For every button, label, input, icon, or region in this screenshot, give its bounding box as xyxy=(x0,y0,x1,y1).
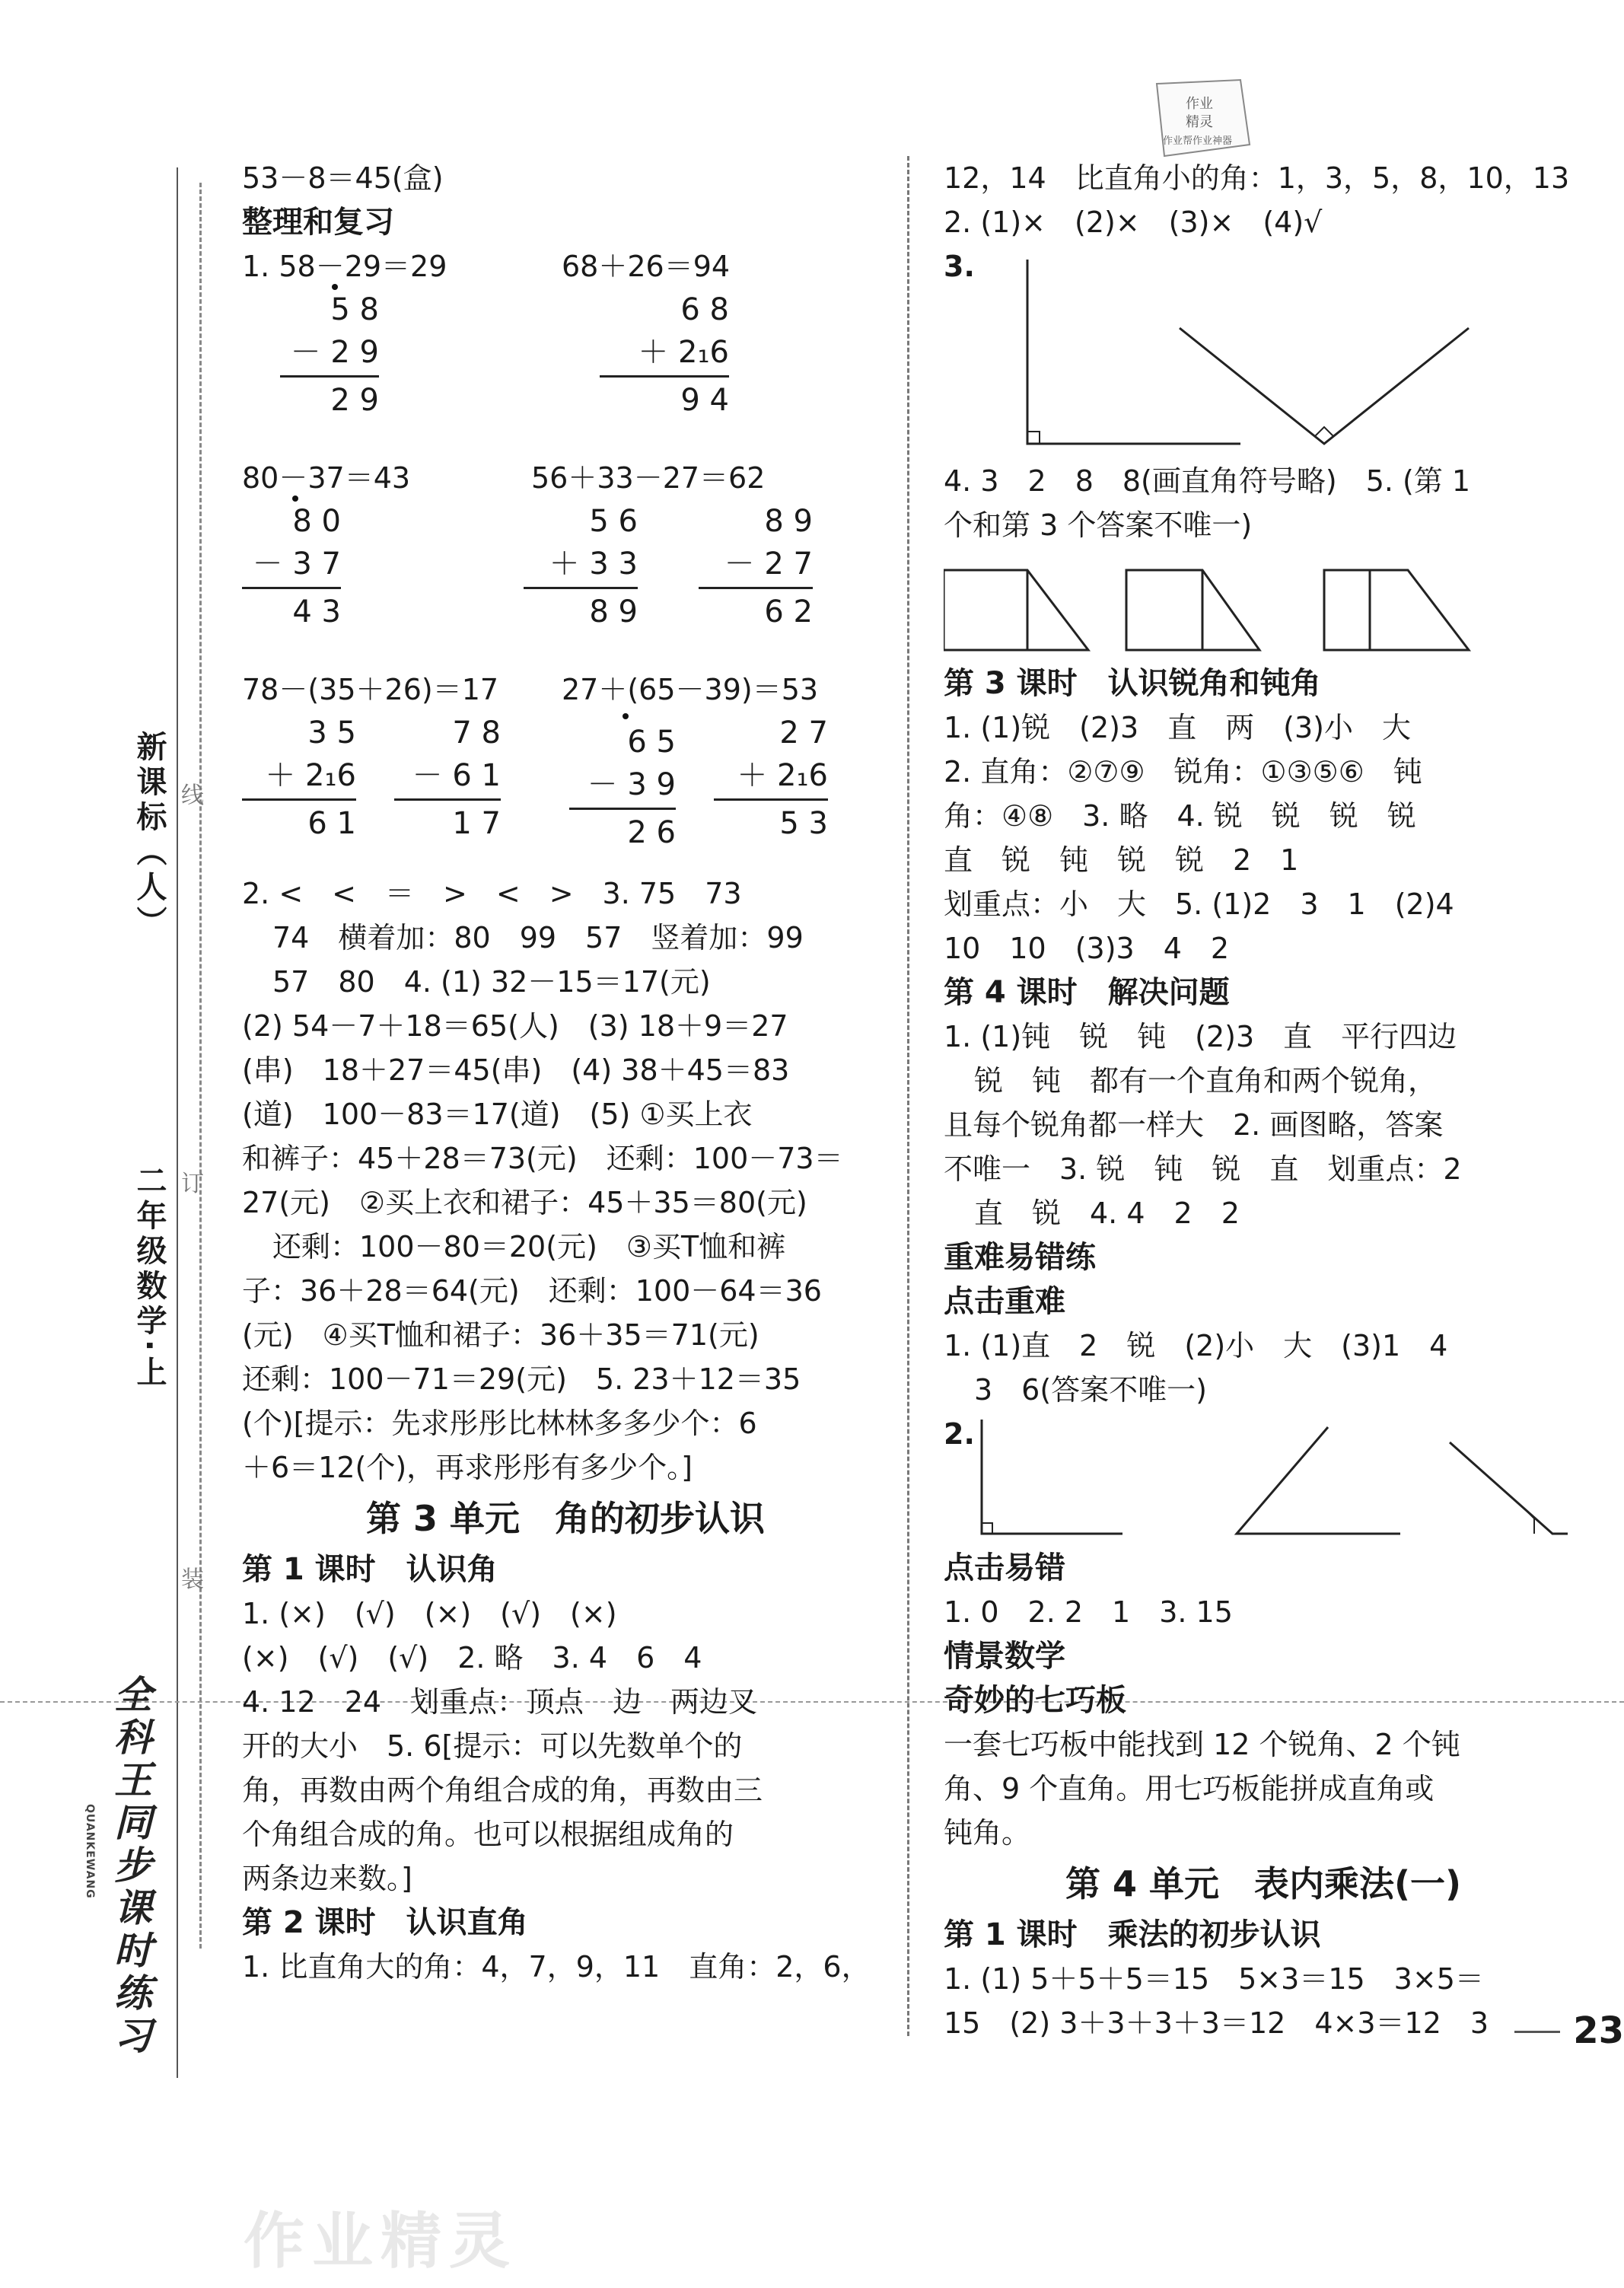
calc-result: 2 6 xyxy=(627,815,676,850)
equation-row xyxy=(242,668,889,712)
calc-rule xyxy=(714,798,828,801)
text-line: 57 80 4. (1) 32－15＝17(元) xyxy=(272,965,711,999)
calc-top: 8 0 xyxy=(292,504,341,539)
figure-angles xyxy=(944,1412,1583,1546)
text-line: 4. 12 24 划重点：顶点 边 两边叉 xyxy=(242,1685,758,1719)
vertical-calc xyxy=(714,712,828,845)
text-line: (×) (√) (√) 2. 略 3. 4 6 4 xyxy=(242,1641,702,1675)
text-line: 且每个锐角都一样大 2. 画图略，答案 xyxy=(944,1108,1444,1142)
calc-result: 4 3 xyxy=(292,594,341,629)
spine xyxy=(0,0,228,2288)
calc-mid: － 2 7 xyxy=(724,547,813,582)
vertical-calc xyxy=(600,288,729,422)
section-heading: 重难易错练 xyxy=(944,1240,1096,1275)
text-line: (元) ④买T恤和裙子：36＋35＝71(元) xyxy=(242,1318,759,1352)
text-line: ＋6＝12(个)，再求彤彤有多少个。] xyxy=(242,1451,693,1484)
question-number: 3. xyxy=(944,250,975,283)
vertical-calc xyxy=(280,288,379,422)
text-line: 2. < < ＝ > < > 3. 75 73 xyxy=(242,877,742,910)
text-line: 钝角。 xyxy=(944,1816,1031,1850)
text-line: 1. (1)锐 (2)3 直 两 (3)小 大 xyxy=(944,711,1411,744)
calc-top: 5 8 xyxy=(330,292,379,327)
trapezoid-drawings xyxy=(944,547,1568,661)
text-line: 角，再数由两个角组合成的角，再数由三 xyxy=(242,1773,763,1807)
text-line: 1. (×) (√) (×) (√) (×) xyxy=(242,1597,617,1630)
text-line: 锐 钝 都有一个直角和两个锐角， xyxy=(974,1064,1438,1098)
text-line: 1. (1)钝 锐 钝 (2)3 直 平行四边 xyxy=(944,1020,1457,1053)
column-divider xyxy=(907,156,909,2036)
figure-right-angles xyxy=(944,244,1583,459)
borrow-dot xyxy=(623,713,629,719)
stamp-line1: 作业 xyxy=(1186,96,1213,112)
calc-result: 9 4 xyxy=(680,383,729,418)
calc-rule xyxy=(394,798,501,801)
section-heading: 情景数学 xyxy=(944,1639,1065,1674)
calc-top: 3 5 xyxy=(307,715,356,750)
figure-trapezoids xyxy=(944,547,1583,661)
vertical-calc xyxy=(699,500,813,633)
calc-rule xyxy=(242,798,356,801)
text-line: 还剩：100－71＝29(元) 5. 23＋12＝35 xyxy=(242,1362,801,1396)
calc-result: 6 2 xyxy=(764,594,813,629)
text-line: 一套七巧板中能找到 12 个锐角、2 个钝 xyxy=(944,1728,1460,1761)
series-logo: 全科王同步课时练习 xyxy=(108,1675,152,2058)
vertical-calc xyxy=(569,721,676,854)
calc-result: 6 1 xyxy=(307,806,356,841)
text-line: 不唯一 3. 锐 钝 锐 直 划重点：2 xyxy=(944,1152,1462,1186)
vertical-calc xyxy=(524,500,638,633)
text-line: 15 (2) 3＋3＋3＋3＝12 4×3＝12 3 xyxy=(944,2006,1489,2040)
binding-dashed-line xyxy=(199,183,202,1949)
text-line: 还剩：100－80＝20(元) ③买T恤和裤 xyxy=(272,1230,786,1263)
text-line: 和裤子：45＋28＝73(元) 还剩：100－73＝ xyxy=(242,1142,843,1175)
text-line: 1. 比直角大的角：4，7，9，11 直角：2，6， xyxy=(242,1950,871,1984)
calc-mid: － 3 9 xyxy=(587,767,676,802)
unit-heading: 第 3 单元 角的初步认识 xyxy=(365,1498,766,1539)
text-line: 3 6(答案不唯一) xyxy=(974,1373,1208,1407)
calc-top: 7 8 xyxy=(452,715,501,750)
angle-drawings xyxy=(944,1412,1568,1546)
calc-top: 5 6 xyxy=(589,504,638,539)
calc-rule xyxy=(569,808,676,810)
text-line: 个和第 3 个答案不唯一) xyxy=(944,508,1253,542)
watermark-stamp xyxy=(1149,76,1256,167)
cut-mark-1: 线 xyxy=(181,782,204,809)
equation: 1. 58－29＝29 xyxy=(242,250,447,283)
vertical-calc-row xyxy=(242,712,889,872)
vertical-calc xyxy=(394,712,501,845)
calc-mid: － 3 7 xyxy=(252,547,341,582)
right-column xyxy=(944,156,1583,2045)
calc-mid: － 6 1 xyxy=(412,758,501,793)
left-column xyxy=(242,156,889,1989)
text-line: 子：36＋28＝64(元) 还剩：100－64＝36 xyxy=(242,1274,822,1308)
calc-mid: ＋ 2₁6 xyxy=(265,758,356,793)
text-line: 1. (1) 5＋5＋5＝15 5×3＝15 3×5＝ xyxy=(944,1962,1484,1996)
right-angle-drawings xyxy=(944,244,1568,459)
equation-row xyxy=(242,456,889,500)
vertical-calc xyxy=(242,712,356,845)
section-heading: 点击重难 xyxy=(944,1284,1065,1319)
book-title: 二年级数学·上 xyxy=(132,1165,167,1391)
lesson-heading: 第 3 课时 认识锐角和钝角 xyxy=(944,666,1321,701)
calc-result: 5 3 xyxy=(779,806,828,841)
lesson-heading: 第 2 课时 认识直角 xyxy=(242,1905,528,1940)
calc-rule xyxy=(524,587,638,589)
text-line: 开的大小 5. 6[提示：可以先数单个的 xyxy=(242,1729,743,1763)
text-line: 直 锐 4. 4 2 2 xyxy=(974,1197,1240,1230)
text-line: 个角组合成的角。也可以根据组成角的 xyxy=(242,1818,734,1851)
calc-rule xyxy=(699,587,813,589)
calc-top: 6 8 xyxy=(680,292,729,327)
section-heading: 奇妙的七巧板 xyxy=(944,1683,1126,1718)
series-logo-sub: QUANKEWANG xyxy=(84,1804,96,1899)
text-line: 74 横着加：80 99 57 竖着加：99 xyxy=(272,921,804,954)
calc-mid: ＋ 2₁6 xyxy=(638,335,729,370)
calc-mid: ＋ 2₁6 xyxy=(737,758,828,793)
text-line: 划重点：小 大 5. (1)2 3 1 (2)4 xyxy=(944,887,1454,921)
lesson-heading: 第 4 课时 解决问题 xyxy=(944,975,1230,1010)
question-number: 2. xyxy=(944,1417,975,1451)
text-line: 2. 直角：②⑦⑨ 锐角：①③⑤⑥ 钝 xyxy=(944,755,1422,789)
calc-result: 1 7 xyxy=(452,806,501,841)
text-line: (道) 100－83＝17(道) (5) ①买上衣 xyxy=(242,1098,753,1131)
equation: 27＋(65－39)＝53 xyxy=(562,673,819,706)
text-line: 53－8＝45(盒) xyxy=(242,161,444,195)
watermark-text: 作业精灵 xyxy=(244,2206,517,2277)
page-number-dash xyxy=(1514,2031,1560,2033)
edition-label: 新课标（人） xyxy=(132,731,167,941)
stamp-line3: 作业帮作业神器 xyxy=(1163,135,1233,147)
calc-top: 6 5 xyxy=(627,725,676,760)
vertical-calc-row xyxy=(242,500,889,652)
section-heading: 点击易错 xyxy=(944,1550,1065,1585)
text-line: 角、9 个直角。用七巧板能拼成直角或 xyxy=(944,1772,1435,1805)
text-line: 27(元) ②买上衣和裙子：45＋35＝80(元) xyxy=(242,1186,807,1219)
text-line: 1. (1)直 2 锐 (2)小 大 (3)1 4 xyxy=(944,1329,1448,1362)
calc-result: 2 9 xyxy=(330,383,379,418)
equation: 56＋33－27＝62 xyxy=(531,461,766,495)
text-line: 两条边来数。] xyxy=(242,1862,412,1895)
calc-mid: － 2 9 xyxy=(290,335,379,370)
text-line: (串) 18＋27＝45(串) (4) 38＋45＝83 xyxy=(242,1053,790,1087)
cut-mark-2: 订 xyxy=(181,1171,204,1197)
text-line: 4. 3 2 8 8(画直角符号略) 5. (第 1 xyxy=(944,464,1471,498)
equation: 68＋26＝94 xyxy=(562,250,731,283)
cut-mark-3: 装 xyxy=(181,1566,204,1593)
calc-mid: ＋ 3 3 xyxy=(549,547,638,582)
vertical-calc xyxy=(242,500,341,633)
text-line: 10 10 (3)3 4 2 xyxy=(944,932,1230,965)
text-line: 直 锐 钝 锐 锐 2 1 xyxy=(944,843,1299,877)
text-line: 2. (1)× (2)× (3)× (4)√ xyxy=(944,206,1323,239)
equation-row xyxy=(242,244,889,288)
text-line: 1. 0 2. 2 1 3. 15 xyxy=(944,1595,1233,1629)
calc-rule xyxy=(280,375,379,378)
text-line: 12，14 比直角小的角：1，3，5，8，10，13 xyxy=(944,161,1570,195)
vertical-calc-row xyxy=(242,288,889,441)
text-line: 角：④⑧ 3. 略 4. 锐 锐 锐 锐 xyxy=(944,799,1416,833)
unit-heading: 第 4 单元 表内乘法(一) xyxy=(1065,1863,1462,1904)
stamp-line2: 精灵 xyxy=(1186,114,1213,130)
calc-rule xyxy=(600,375,729,378)
equation: 78－(35＋26)＝17 xyxy=(242,673,499,706)
calc-top: 8 9 xyxy=(764,504,813,539)
calc-rule xyxy=(242,587,341,589)
calc-result: 8 9 xyxy=(589,594,638,629)
equation: 80－37＝43 xyxy=(242,461,411,495)
calc-top: 2 7 xyxy=(779,715,828,750)
page-number: 23 xyxy=(1573,2009,1624,2052)
spine-rule xyxy=(177,167,178,2078)
section-heading: 整理和复习 xyxy=(242,205,394,240)
text-line: (2) 54－7＋18＝65(人) (3) 18＋9＝27 xyxy=(242,1009,788,1043)
lesson-heading: 第 1 课时 认识角 xyxy=(242,1552,498,1587)
text-line: (个)[提示：先求彤彤比林林多多少个：6 xyxy=(242,1407,757,1440)
lesson-heading: 第 1 课时 乘法的初步认识 xyxy=(944,1917,1321,1952)
